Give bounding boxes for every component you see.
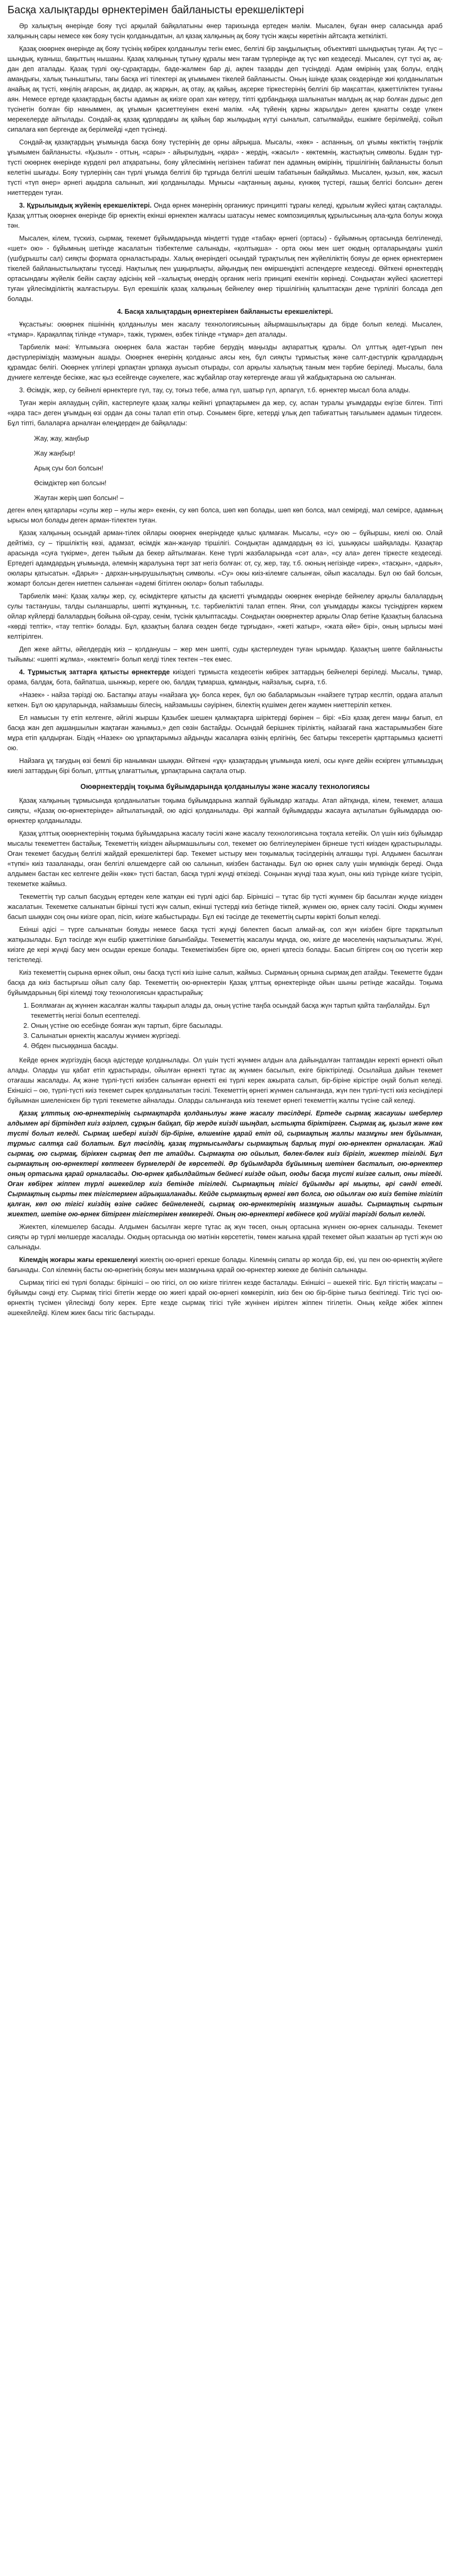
paragraph: Екінші әдісі – түрге салынатын бояуды немесе басқа түсті жүнді бөлектеп басып алмай-ақ, сол жүн киізбен бірге тарқатылып жатқызылады. Бұл тәсілде жүн ешбір қажеттілікке бағынбайды. Текеметтің жасалуы мұнда, ою, киізге де мәселенің нақтылықтығы. Жүні, киізге де кері жүнді басу мен осыдан ерекше болады. Текеметімізбен бірге ою, өрнегі қатесіз болады. Басып бітірген соң ою түсетін жер тегістеледі. <box>7 926 443 964</box>
paragraph: Тарбиелік мәні: Қазақ халқы жер, су, өсімдіктерге қатысты да қасиетті ұғымдарды оюөрнек өнерінде бейнелеу арқылы балалардың сулы тастанушы, талды сыланшарлы, шөпті жұтқанның, т.с. тәрбиеліктілі талап етпен. Яғни, сол ұғымдарды жаксы түсіндірген көркем ойлар күйлерді балалардың бойына ой-сұрау, сенім, түсінік қалыптасады. Сондықтан оюөрнектер арқылы Олар бетіне Қазақтың баласына «көрді тептік», «тау тептік» болады. Бұл, қазақтың балаға сөзден бөгде тұрғыдан», «жеті жатыр», «жата өйе» бірі», оның ырлысы мәні келтірілген. <box>7 593 443 640</box>
verse-line: Арық суы бол болсын! <box>34 465 104 472</box>
paragraph: Деп жеке айтты, әйелдердің киіз – қолданушы – жер мен шөпті, суды қастерлеуден туған ырымдар. Қазақтың шөпге байланысты тыйымы: «шөпті жұлма», «көктемгі» болып келді тілек тектен –тек емес. <box>7 646 443 663</box>
paragraph: Найзаға ұқ тағудың өзі бемлі бір нанымнан шыққан. Өйткені «ұқ» қазақтардың ұғымында киелі, осы күнге дейін ескірген ұлтымыздың киелі заттардың бірі болып, ұлттық ұлағаттылық, ұрпақтарына сақтала отыр. <box>7 757 443 775</box>
section-heading: 4. Басқа халықтардың өрнектерімен байланысты ерекшеліктері. <box>117 308 333 315</box>
list-item: 4. Әбден пысыққанша басады. <box>31 1041 443 1051</box>
section-heading: 3. Құрылымдық жүйенің ерекшеліктері. <box>19 202 152 209</box>
numbered-list <box>23 1001 443 1051</box>
paragraph-text: киіздегі тұрмыста кездесетін көбірек заттардың бейнелері беріледі. Мысалы, тұмар, орама, балдақ, бота, байпатша, шынжыр, керегe ою, балдақ тұмарша, құмандық, найзалық, сырға, т.б. <box>7 668 443 686</box>
paragraph: Қазақ оюөрнек өнерінде ақ бояу түсінің көбірек қолданылуы тегін емес, белгілі бір заңдылықтың, объективті шындықтың туған. Ақ түс – шындық, куаныш, бақыттың нышаны. Қазақ халқының тұтыну құралы мен тағам түрлерінде ақ түс көп кездеседі. Мысален, сүт түсі ақ, ақ-дан деп аталады. Қазақ түрлі оқу-сұрақтарды, баде-жалмен бар ді, ақпен тазарды деп түсіндеді. Адам өмірінің ұзақ болуы, елдің амандығы, халық тыныштығы, тағы басқа игі тілектері ақ ұғымымен тікелей байланысты. Оның ішінде қазақ сөздерінде жиі қолданылатын анайық ақ түсті, көңілің ағарсын, ақ дидар, ақ жарқын, ақ отау, ақ қайың, ақсерке тіркестерінің белгілі бір мақсаттан, қажеттіліктен туғаны аян. Немесе ертеде қазақтардың басты адамын ақ киізге орап хан көтеру, тіпті құрбандыққа шалынатын малдың ақ нар болған дұрыс деп түсінетін болған бір наныммен, ақ ұғымын қасиеттеуінен екені мәлім. «Ақ түйенің қарны жарылды» деген қанатты сөзде үлкен мерекелерде айтылады. Сондай-ақ қазақ құрлардағы ақ қайың бар жылқыдың күтуі сыналып, сатылмайды, ешкімге берілмейді, сойып сипалаға көп бергенде ақ берілмейді «деп түсінеді. <box>7 45 443 133</box>
paragraph: Қазақ халқының осындай арман-тілек ойлары оюөрнек өнеріндеде қалыс қалмаған. Мысалы, «су» ою – бұйыршы, киелі ою. Олай дейтіміз, су – тіршіліктің көзі, адамзат, өсімдік жан-жануар тіршілігі. Сондықтан адамдардың өз ісі, ұшыққасы шайқалады. Қазақтар арасында «суға түкірме», деген тыйым да бекер айтылмаған. Кене түрлі жазбаларында «сәт ала», «су ала» деген тіркесте кездеседі. Ертедегі адамдардың ұғымында, әлемнің жаралуына төрт зат негіз болған: от, су, жер, тау, т.б. оюның негізінде «ирек», «тасқын», «дарья», оюлары қатысатын. «Дарья» - дархан-ыңырушылықтың символы. «Су» оюы киіз-кілемге салынған, ойып жасалады. Бұл ою бай болсын, жомарт болсын деген ниетпен салынған «әдемі бітілген оюлар» болып табылады. <box>7 529 443 587</box>
list-item: 3. Салынатын өрнектің жасалуы жүнмен жүргізеді. <box>31 1031 443 1041</box>
verse-line: Жау, жау, жаңбыр <box>34 435 89 442</box>
verse-line: Жаутан жерің шөп болсын! – <box>34 494 124 502</box>
section-heading: 4. Тұрмыстық заттарға қатысты өрнектерде <box>19 668 170 676</box>
paragraph: Қазақ ұлттық ою-өрнектерінің сырмақтарда қолданылуы және жасалу тәсілдері. Ертеде сырмақ жасаушы шеберлер алдымен әрі біртіндеп киіз әзірлеп, сұрқын байқап, бір жерде киізді шыңдап, ыстықта біріктірген. Сырмақ ақ, қызыл және көк түсті болып келеді. Сырмақ шебері киізді бір-біріне, өлшеміне қарай етіп ой, сырмақтың жалпы мазмұны мен бұйымнан, тұрмыс салтқа сай болатын. Бұл тәсілдің, қазақ тұрмысындағы сырмақтың барлық түрі ою-өрнекпен орналасқан. Жай сырмақ, ою сырмақ, біріккен сырмақ деп те атайды. Сырмақта ою ойылып, бөлек-бөлек киіз бірігіп, жиектер тігілді. Бұл сырмақтың ою-өрнектері көптеген бүрмелерді де көрсетеді. Әр бұйымдарда бұйымның шетінен басталып, ою-өрнектер оның ортасына қарай орналасады. Ою-өрнек қабылдайтын бейнесі киізде ойып, оюды басқа түсті киізге салып, оны тігеді. Оған көбірек жіппен түрлі әшекейлер киіз бетінде тігіледі. Сырмақтың тігісі бұйымды әрі мықты, әрі сәнді етеді. Сырмақтың сырты тек тігістермен айрықшаланады. Кейде сырмақтың өрнегі көп болса, ою ойылған ою киіз бетіне тігіліп қалған, көп ою тігісі киіздің өзіне сәйкес бейнеленеді, сырмақ ою-өрнектерінің мазмұнын ашады. Сырмақтың сыртын жиектеп, шетіне ою-өрнек бітірген тігістерімен көмкереді. Оның ою-өрнектері көбінесе қой мүйізі тәрізді болып келеді. <box>7 1110 443 1218</box>
paragraph: Ел намысын ту етіп келгенге, әйгілі жыршы Қазыбек шешен қалмақтарға шіріктерді бөрінен – бірі: «Біз қазақ деген маңы бағып, ел басқа жан деп ақшаңшылын жақтаған жанымыз,» деп сөзін бастайды. Осындай берішнек тіріліктің, найзағай ғана жастарымызбен бізге мұра етіп қалдырған. Біздің «Назек» ою ұрпақтарымыз айдынды жасаларға өзінің ерлігінің, бес батыры тексеретін қарттарымыз қасиетті ою. <box>7 714 443 752</box>
paragraph: Әр халықтың өнеріндe бояу түсі арқылай байқалатыны өнер тарихында ертеден мәлім. Мысален, бұған өнер саласында араб халқының сары немесе көк бояу түсін қолданыдатын, ал қазақ халқының ақ бояу түсін жақсы көретінін айтсақта жеткілікті. <box>7 22 443 40</box>
verse-line: Өсімдіктер көп болсын! <box>34 479 107 487</box>
section-heading: Оюөрнектердің тоқыма бұйымдарында қолданылуы және жасалу технологиясы <box>80 783 370 791</box>
paragraph <box>7 201 443 231</box>
verse-line: Жау жаңбыр! <box>34 450 75 457</box>
paragraph: Жиектеп, кілемшелер басады. Алдымен басылған жерге тұтас ақ жүн төсеп, оның ортасына жүннен ою-өрнек салынады. Текемет сияқты әр түрлі мөлшерде жасалады. Оюдың ортасында ою мәтінін көрсететін, төмен жағына қарай текемет ойып жазатын әр түсті жүн ою салынады. <box>7 1223 443 1251</box>
list-item: 1. Боялмаған ақ жүннен жасалған жалпы тақырып алады да, оның үстіне таңба осындай басқа жүн тартып қайта таңбалайды. Бұл текеметтің негізі болып есептеледі. <box>31 1001 443 1021</box>
paragraph <box>7 667 443 688</box>
paragraph: Туған жерін аялаудың сүйіп, кастерлеуге қазақ халқы кейінгі ұрпақтарымен да жер, су, аспан туралы ұғымдарды еңгізе білген. Тіпті «қара тас» деген ұғымдың өзі ордан да соны талап етіп отыр. Сонымен бірге, кетерді ұлық деп табиғаттың тағылымен адамын тілдесен. Бұл тіпті, балаларға арналған өлеңдерден де байқалады: <box>7 399 443 427</box>
paragraph <box>7 1255 443 1275</box>
paragraph: «Назек» - найза тәрізді ою. Бастапқы атауы «найзаға ұқ» болса керек, бұл ою бабалармызын «найзеге тұтрар кеслтіп, ордаға аталып кеткен. Бұл ою қаруларында, найзамышы білесің, найзамышы сәуірінен, білектің күшімен деген жаумен ниеттеріліп кеткен. <box>7 691 443 709</box>
subheading: Кілемдің жоғары жағы ерекшеленуі <box>19 1256 138 1264</box>
paragraph: Тарбиелік мәні: Ұлтымызға оюөрнек бала жастан тәрбие берудің маңызды ақпараттық құралы. Ол ұлттық әдет-ғұрып пен дәстүрлерiмiздiң мазмұнын ашады. Оюөрнек өнерiнiң қолданыс аясы кең, бұл сияқты тұрмыстық және салт-дәстүрлiк құралдардың құрамдас бөлігі. Оюөрнек үлгiлері ұрпақтан ұрпаққа ауысып отырады, сол арқылы халықтық таным мен тәрбие берiледi. Мысалы, бала дүниеге келгенде бесiкке, жас қыз есейгенде сәукелеге, жас жұбайлар отау көтергенде ағаш үй жабдықтарына ою салынған. <box>7 344 443 381</box>
paragraph: Қазақ ұлттық оюөрнектерінің тоқыма бұйымдарына жасалу тәсілі және жасалу технологиясына тоқтала кетейік. Ол үшін киіз бұйымдар мысалы текеметтен бастайық. Текеметтің киізден айырмашылығы сол, текемет ою белгілеулерімен бірнеше түсті киізден құрастырылады. Оған текемет басудың белгілі жайдай ерекшеліктері бар. Текемет ыстыру мен тоқымалық тәсілдерінің алғашқы түрі. Алдымен басылған «түпкі» киіз тазаланады, оған белгілі өлшемдерге сай ою салынып, киізбен бастанады. Бұл ою өрнек салу үшін мүмкіндік береді. Онда алдымен бастан кес келгенге дейін «көк» түсті бастап, басқа түрлі жүнді өткізеді. Соңынан жүнді таза жуып, оны киіз түрінде киізге түсіріп, текеметке жаймыз. <box>7 830 443 888</box>
paragraph-text: Онда өрнек мәнерінің органикус принциптi тұрағы келеді, құрылым жүйесі қатаң сақталады. Қазақ ұлттық оюөрнек өнерінде бір өрнектің екінші өрнекпен жалғасы шатасуы немес композициялық құрылысының ала-құла болуы жоққа тән. <box>7 202 443 229</box>
paragraph: Сырмақ тігісі екі түрлі болады: біріншісі – ою тігісі, ол ою киізге тігілген кезде басталады. Екіншісі – әшекей тігіс. Бұл тігістің мақсаты – бұйымды сәнді ету. Сырмақ тігісі бітетін жерде ою жиегі қарай ою-өрнегі көмкеріліп, киіз бен ою бір-біріне тығыз бекітіледі. Тігіс түсі ою-өрнектің түсімен үйлесімді болу керек. Ерте кезде сырмақ тігісі түйе жүнінен иірілген жіппен тігілетін. Оның кейде жібек жіппен әшекейлейді. Кілем жиек басы тігіс бастырады. <box>7 1279 443 1317</box>
paragraph: Киіз текеметтің сырына өрнек ойып, оны басқа түсті киіз ішіне салып, жаймыз. Сырманың орнына сырмақ деп атайды. Текеметте бұдан басқа да киіз бастырғыш ойып салу бар. Текеметтің ою-өрнектерін Қазақ ұлттық өрнектерінде ойын шыны ретінде жасайды. Тоқыма бұйымдарының бірі кілемді тоқу технологиясын қарастырайық: <box>7 969 443 997</box>
poem-verse <box>34 431 443 505</box>
paragraph-text: жиектің ою-өрнегі ерекше болады. Кілемнің сипаты әр жолда бір, екі, үш пен ою-өрнектің жүйеге бағынады. Сол кілемнің басты ою-өрнегінің бояуы мен мазмұнына қарай ою-өрнектер жиекке де бөлініп салынады. <box>7 1256 443 1274</box>
paragraph: Текеметтің түр салып басудың ертеден келе жатқан екі түрлі әдісі бар. Біріншісі – тұтас бір түсті жүнмен бір басылған жүнде киізден жасалатын. Текеметке салынатын бірінші түсті жүн салып, екінші түстерді киіз бетінде тікпей, жүнмен ою, өрнек салу тәсілі. Оюды жүнмен басып шыққан соң оны киізге орап, пісіп, киізге жабыстырады. Бұл екі тәсілде де текеметтің сырты көрікті болып келеді. <box>7 893 443 921</box>
page-title: Басқа халықтарды өрнектерімен байланысты ерекшеліктері <box>7 4 304 16</box>
paragraph: Сондай-ақ қазақтардың ұғымында басқа бояу түстерінің де орны айрықша. Мысалы, «көк» - аспанның, ол ұғымы көктіктің тәңірлік ұғымымен байланысты. «Қызыл» - оттың, «сары» - айырылудың, «қара» - жердің, «жасыл» - көктемнің, жастықтың символы. Бұдан түр-түсті оюөрнек өнерінде күрделі рөл атқаратыны, бояу ұйлесімінің негізінен табиғат пен адамның өмірінің, тіршілігінің байланысты болып келетіні шығады. Бояу түрлерінің сан түрлі ұғымда белгілі бір тұрғыда белгілі шешім табатынын байқаймыз. Мысален, қызыл, көк, жасыл түсті «түп өнер» әрнегі ақыдрла салынып, жиі қолданылады. Мұнысы «ақтанның ақыны, күнжөқ түстері, ғашық белгісі болсын» деген ниеттерден туған. <box>7 139 443 196</box>
paragraph: Қазақ халқының тұрмысында қолданылатын тоқыма бұйымдарына жаппай бұйымдар жатады. Атап айтқанда, кілем, текемет, алаша сияқты, «Қазақ ою-өрнектерінде» айтылатындай, ою әдісі қолданылады. Әрі жаппай бұйымдарды жасауға ақтылатын бұйымдарда ою-өрнектер қолданылады. <box>7 797 443 825</box>
paragraph: 3. Өсімдік, жер, су бейнелі өрнектерге гүл, тау, су, тоғыз тебе, алма гүл, шатыр гүл, арпагүл, т.б. өрнектер мысал бола алады. <box>19 387 411 394</box>
list-item: 2. Оның үстіне ою есебінде бояған жүн тартып, бірге басылады. <box>31 1021 443 1031</box>
paragraph: Ұқсастығы: оюөрнек пішінінің қолданылуы мен жасалу технологиясының айырмашылықтары да бірде болып келеді. Мысален, «тұмар». Қарақалпақ тілінде «тумар», тажік, түркмен, өзбек тілінде «тұмар» деп аталады. <box>7 321 443 338</box>
paragraph: деген өлең қатарлары «сулы жер – нулы жер» екенін, су көп болса, шөп көп болады, шөп көп болса, мал семіреді, мал семірсе, адамның ырысы мол болады деген арман-тілектен туған. <box>7 506 443 524</box>
paragraph: Мысален, кілем, түскиіз, сырмақ, текемет бұйымдарында міндетті түрде «табақ» өрнегі (ортасы) - бұйымның ортасында белгіленеді, «шет» ою» - бұйымның шетінде жасалатын тізбектелме салынады, «қолтықша» - орта оюы мен шет оюдың орталарындағы ұшкiл (үшбұрышты сал) сияқты формата орналастырады. Халық өнерiндегі осындай тұрақтылық пен жүйелiлiктің бояуы дe өрнек өрнектермен тiкелей байланыстылықтағы түсседі. Нақтылық пен ұшқырлықты, айқындық пен өміршеңдікті аспендерге кездеседі. Өйткені өрнектердің ортасындағы жүйелiк бейiн сақтау әдісінің кей –халықтық өнердің органик негіз принципі екенітін көрінеді. Сондықтан жүйесі қасиеттерi туған ұйлесімділіктің жалғастыруы. Бүл ерекшілік қазақ халқының бейнелеу өнер тіршілiгінің қалыптасқан дене түрлілігі болсада деп болады. <box>7 235 443 303</box>
paragraph: Кейде өрнек жүргізудің басқа әдістерде қолданылады. Ол үшін түсті жүнмен алдын ала дайындалған таптамдан керекті өрнекті ойып алады. Оларды үш қабат етіп құрастырады, ойылған өрнекті тұтас ақ жүнмен басылып, екіге біріктіріледі. Осылайша дайын текемет отағашы жасалады. Ақ және түрлі-түсті киізбен салынған өрнекті екі түрлі керек ажырата салып, бір-біріне кірістіре оңай болып келеді. Екіншісі – ою, түрлі-түсті киіз текемет сырек қолданылатын тәсілі. Текеметтің өрнегі жүнмен салынғанда, жүн пен түрлі-түсті киіз кесінділері бұйымнан шиеленіскен бір түрлі текеметке айналады. Оларды салынғанда киіз текемет өрнегі текеметтің жалпы түсіне сай келеді. <box>7 1057 443 1104</box>
